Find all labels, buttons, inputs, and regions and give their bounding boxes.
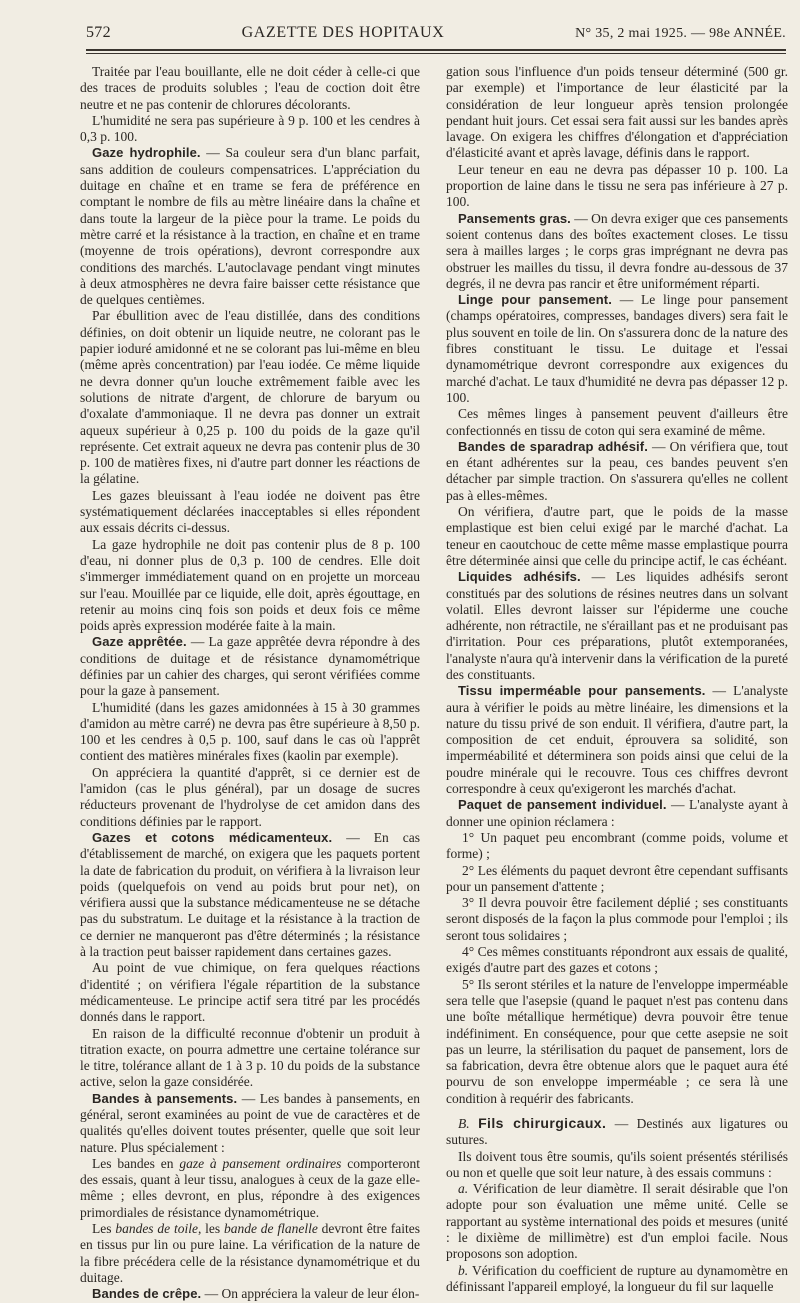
section-heading: Gaze apprêtée. (92, 634, 187, 650)
section-paragraph: Bandes de crêpe. — On appréciera la valeur de leur élon- (92, 1286, 420, 1302)
list-item: 4° Ces mêmes constituants répondront aux essais de qualité, exigés d'autre part des gazes et cotons ; (446, 944, 788, 976)
section-paragraph: Pansements gras. — On devra exiger que ces pansements soient contenus dans des boîtes exactement closes. Le tissu sera à mailles larges ; le corps gras imprégnant ne devra pas obstruer les mailles du tissu, il devra fondre au-dessous de 37 degrés, il ne devra pas rancir et être uniformément réparti. (446, 210, 788, 291)
paragraph: a. Vérification de leur diamètre. Il serait désirable que l'on adopte pour son évaluation une même unité. Celle se rapportant au système international des poids et mesures (unité : le dixième de millimètre) est d'un emploi facile. Nous proposons son adoption. (446, 1181, 788, 1262)
paragraph: Ces mêmes linges à pansement peuvent d'ailleurs être confectionnés en tissu de coton qui sera examiné de même. (446, 406, 788, 438)
paragraph: On vérifiera, d'autre part, que le poids de la masse emplastique est bien celui exigé par le marché d'achat. La teneur en caoutchouc de cette même masse emplastique pourra être déterminée ainsi que celle du principe actif, le cas échéant. (446, 504, 788, 568)
paragraph: On appréciera la quantité d'apprêt, si ce dernier est de l'amidon (cas le plus général), par un dosage de sucres réducteurs provenant de l'hydrolyse de cet amidon dans des conditions définies par le rapport. (80, 764, 420, 829)
header-rule-thick (86, 49, 786, 51)
section-heading: Tissu imperméable pour pansements. (458, 683, 706, 699)
section-heading: Linge pour pansement. (458, 292, 612, 308)
section-heading: Bandes de sparadrap adhésif. (458, 438, 648, 454)
page-header (86, 24, 786, 46)
list-item: 3° Il devra pouvoir être facilement déplié ; ses constituants seront disposés de la façon la plus commode pour l'emploi ; ils seront tous solidaires ; (446, 895, 788, 943)
paragraph: Les gazes bleuissant à l'eau iodée ne doivent pas être systématiquement déclarées inacceptables si elles répondent aux essais décrits ci-dessus. (80, 487, 420, 536)
section-heading: Gaze hydrophile. (92, 145, 201, 161)
section-paragraph: Linge pour pansement. — Le linge pour pansement (champs opératoires, compresses, bandages divers) sera fait le plus souvent en toile de lin. On s'assurera donc de la nature des fibres constituant le tissu. Le duitage et l'essai dynamométrique devront correspondre aux exigences du marché d'achat. Le taux d'humidité ne devra pas dépasser 12 p. 100. (446, 292, 788, 405)
left-column (80, 64, 421, 1302)
paragraph: b. Vérification du coefficient de rupture au dynamomètre en définissant l'appareil employé, la longueur du fil sur laquelle (446, 1262, 788, 1294)
page-number: 572 (86, 24, 111, 41)
section-heading: Pansements gras. (458, 210, 571, 226)
paragraph: gation sous l'influence d'un poids tenseur déterminé (500 gr. par exemple) et l'importance de leur élasticité par la considération de leur longueur après tension prolongée pendant huit jours. Cet essai sera fait aussi sur les bandes après lavage. On exigera les chiffres d'élongation et d'appréciation d'élasticité avant et après lavage, définis dans le rapport. (446, 64, 788, 161)
section-paragraph: Gaze hydrophile. — Sa couleur sera d'un blanc parfait, sans addition de couleurs compensatrices. L'appréciation du duitage en chaîne et en trame se fera de préférence en comptant le nombre de fils au mètre linéaire dans la chaîne et dans toute la largeur de la pièce pour la trame. Le poids du mètre carré et la résistance à la traction, en chaîne et en trame (moyenne de trois opérations), devront correspondre aux conditions des marchés. L'autoclavage pendant vingt minutes à deux atmosphères ne devra faire baisser cette résistance que de quelques centièmes. (80, 145, 421, 308)
section-paragraph: Tissu imperméable pour pansements. — L'analyste aura à vérifier le poids au mètre linéaire, les dimensions et la nature du tissu privé de son enduit. Il vérifiera, d'autre part, la composition de cet enduit, éprouvera sa solidité, son imperméabilité et déterminera son poids ainsi que celui de la poudre minérale qui le recouvre. Tous ces chiffres devront correspondre à ceux qu'exigeront les marchés d'achat. (446, 683, 788, 797)
paragraph: Au point de vue chimique, on fera quelques réactions d'identité ; on vérifiera l'égale répartition de la substance médicamenteuse. Le principe actif sera titré par les procédés donnés dans le rapport. (80, 960, 420, 1025)
paragraph: L'humidité ne sera pas supérieure à 9 p. 100 et les cendres à 0,3 p. 100. (80, 112, 420, 145)
paragraph: Leur teneur en eau ne devra pas dépasser 10 p. 100. La proportion de laine dans le tissu ne sera pas inférieure à 27 p. 100. (446, 161, 788, 210)
paragraph: En raison de la difficulté reconnue d'obtenir un produit à titration exacte, on pourra admettre une certaine tolérance sur le titre, tolérance allant de 1 à 3 p. 10 du poids de la substance active, selon la gaze considérée. (80, 1025, 420, 1090)
issue-info: N° 35, 2 mai 1925. — 98e ANNÉE. (575, 26, 786, 41)
paragraph: Ils doivent tous être soumis, qu'ils soient présentés stérilisés ou non et quelle que soit leur nature, à des essais communs : (446, 1148, 788, 1180)
paragraph: La gaze hydrophile ne doit pas contenir plus de 8 p. 100 d'eau, ni donner plus de 0,3 p. 100 de cendres. Elle doit s'immerger immédiatement quand on en projette un morceau sur l'eau. Mouillée par ce liquide, elle doit, après égouttage, en retenir au moins cinq fois son poids et deux fois ce même poids après expression modérée faite à la main. (80, 536, 420, 634)
right-column (446, 64, 788, 1294)
section-heading: Gazes et cotons médicamenteux. (92, 829, 333, 845)
section-letter: B. (458, 1116, 470, 1131)
list-item: 5° Ils seront stériles et la nature de l'enveloppe imperméable sera telle que l'asepsie (quand le paquet n'est pas contenu dans une boîte métallique hermétique) devra pouvoir être tenue indéfiniment. En conséquence, pour que cette asepsie ne soit pas un leurre, la stérilisation du paquet de pansement, lors de sa fabrication, devra être obtenue alors que le paquet aura été pourvu de son enveloppe imperméable ; ce sera là une condition à requérir des fabricants. (446, 976, 788, 1106)
section-heading: Paquet de pansement individuel. (458, 797, 667, 813)
paragraph: Les bandes en gaze à pansement ordinaires comporteront des essais, quant à leur tissu, analogues à ceux de la gaze elle-même ; elles devront, en plus, répondre à des exigences primordiales de résistance dynamométrique. (80, 1155, 420, 1220)
section-paragraph: Liquides adhésifs. — Les liquides adhésifs seront constitués par des solutions de résines neutres dans un solvant volatil. Elles devront laisser sur l'épiderme une couche adhérente, non rétractile, ne s'éraillant pas et ne produisant pas d'irritation. Pour ces préparations, plutôt extemporanées, l'analyste n'aura qu'à intervenir dans la vérification de la pureté des constituants. (446, 569, 788, 682)
section-heading: Bandes de crêpe. (92, 1286, 202, 1302)
section-heading: Fils chirurgicaux. (478, 1115, 607, 1131)
list-item: 1° Un paquet peu encombrant (comme poids, volume et forme) ; (446, 829, 788, 862)
section-paragraph: Bandes à pansements. — Les bandes à pansements, en général, seront examinées au point de vue de caractères et de qualités qu'elles doivent toutes présenter, quelle que soit leur nature. Plus spécialement : (80, 1090, 421, 1155)
journal-title: GAZETTE DES HOPITAUX (241, 24, 445, 41)
section-paragraph: B. Fils chirurgicaux. — Destinés aux ligatures ou sutures. (446, 1115, 788, 1148)
paragraph: Par ébullition avec de l'eau distillée, dans des conditions définies, on doit obtenir un liquide neutre, ne colorant pas le papier ioduré amidonné et ne se colorant pas lui-même en bleu (même après concentration) par l'eau iodée. Ce même liquide ne devra donner qu'un louche extrêmement faible avec les solutions de nitrate d'argent, de chlorure de baryum ou d'oxalate d'ammoniaque. Il ne devra pas donner un extrait aqueux supérieur à 0,25 p. 100 du poids de la gaze qu'il représente. Cet extrait aqueux ne devra pas contenir plus de 30 p. 100 de matières fixes, ni d'autre part donner les réactions de la gélatine. (80, 308, 420, 487)
paragraph: Les bandes de toile, les bande de flanelle devront être faites en tissus pur lin ou pure laine. La vérification de la nature de la fibre précédera celle de la résistance dynamométrique et du duitage. (80, 1221, 420, 1285)
paragraph: L'humidité (dans les gazes amidonnées à 15 à 30 grammes d'amidon au mètre carré) ne devra pas être supérieure à 8,50 p. 100 et les cendres à 0,5 p. 100, sauf dans le cas où l'apprêt contient des matières minérales fixes (kaolin par exemple). (80, 699, 420, 764)
section-paragraph: Gaze apprêtée. — La gaze apprêtée devra répondre à des conditions de duitage et de résistance dynamométrique définies par un cahier des charges, qui seront vérifiées comme pour la gaze à pansement. (80, 634, 421, 699)
section-heading: Bandes à pansements. (92, 1090, 238, 1106)
header-rule-thin (86, 53, 786, 54)
section-paragraph: Bandes de sparadrap adhésif. — On vérifiera que, tout en étant adhérentes sur la peau, ces bandes peuvent s'en détacher par simple traction. On s'assurera qu'elles ne collent pas à elles-mêmes. (446, 438, 788, 503)
section-paragraph: Gazes et cotons médicamenteux. — En cas d'établissement de marché, on exigera que les paquets portent la date de fabrication du produit, on vérifiera à la livraison leur poids (quelquefois on vend au poids brut pour net), on vérifiera aussi que la substance médicamenteuse ne se détache pas du substratum. Le duitage et la résistance à la traction de ce dernier ne manqueront pas d'être déterminés ; la résistance à la traction peut baisser rapidement dans certaines gazes. (80, 829, 421, 960)
section-heading: Liquides adhésifs. (458, 569, 581, 585)
section-paragraph: Paquet de pansement individuel. — L'analyste ayant à donner une opinion réclamera : (446, 797, 788, 829)
list-item: 2° Les éléments du paquet devront être cependant suffisants pour un pansement d'attente ; (446, 862, 788, 894)
paragraph: Traitée par l'eau bouillante, elle ne doit céder à celle-ci que des traces de produits solubles ; l'eau de coction doit être neutre et ne pas contenir de chlorures décolorants. (80, 64, 420, 112)
